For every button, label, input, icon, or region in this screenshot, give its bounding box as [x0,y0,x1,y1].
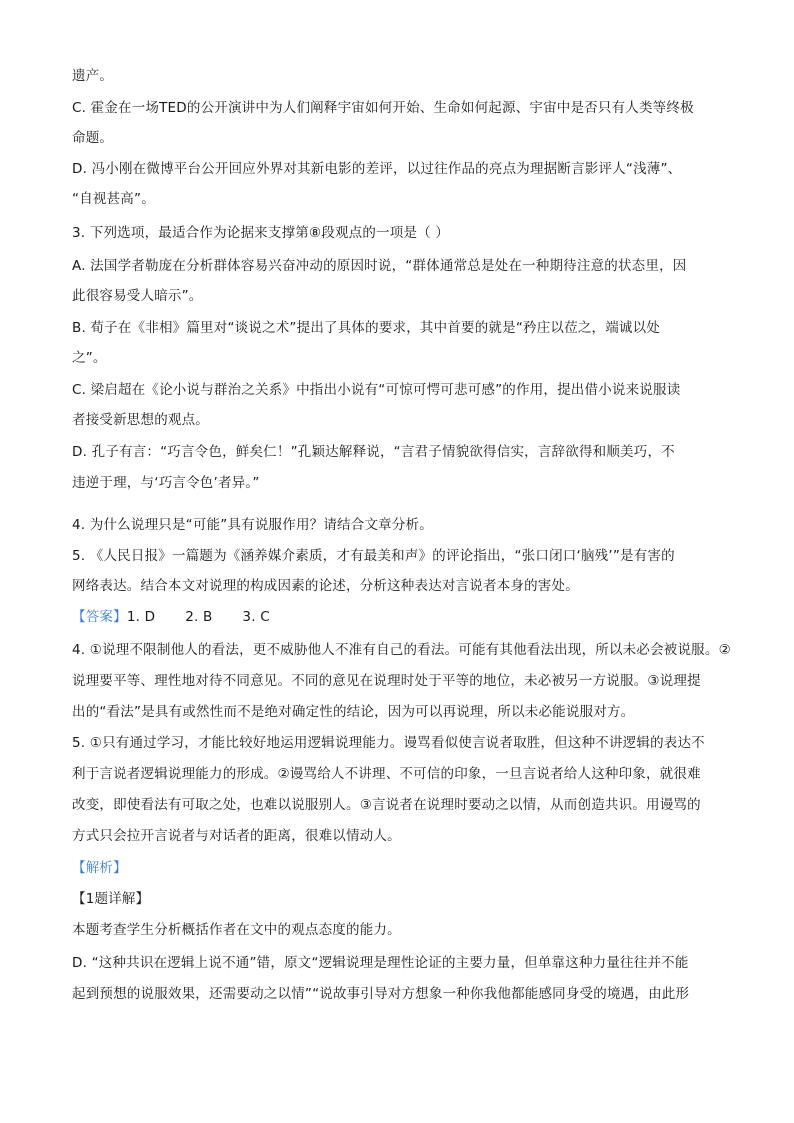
question-5: 5. 《人民日报》一篇题为《涵养媒介素质，才有最美和声》的评论指出，“张口闭口‘脑残’”是有害的 [72,548,675,564]
answer-line [72,607,270,627]
answer-text-line: 方式只会拉开言说者与对话者的距离，很难以情动人。 [72,828,401,844]
analysis-tag: 【解析】 [72,860,127,876]
answer-text-line: 利于言说者逻辑说理能力的形成。②谩骂给人不讲理、不可信的印象，一旦言说者给人这种印象，就很难 [72,766,701,782]
text-line: 之”。 [72,350,107,366]
answer-text-line: 4. ①说理不限制他人的看法，更不威胁他人不准有自己的看法。可能有其他看法出现，所以未必会被说服。② [72,642,731,658]
answer-text-line: 5. ①只有通过学习，才能比较好地运用逻辑说理能力。谩骂看似使言说者取胜，但这种不讲逻辑的表达不 [72,735,705,751]
detail-heading: 【1题详解】 [72,891,150,907]
option-a: A. 法国学者勒庞在分析群体容易兴奋冲动的原因时说，“群体通常总是处在一种期待注意的状态里，因 [72,258,687,274]
answer-2: 2. B [185,609,213,625]
text-line: C. 霍金在一场TED的公开演讲中为人们阐释宇宙如何开始、生命如何起源、宇宙中是否只有人类等终极 [72,100,694,116]
answer-3: 3. C [242,609,270,625]
answer-1: 1. D [126,609,156,625]
text-line: 违逆于理，与‘巧言令色’者异。” [72,475,260,491]
answer-text-line: 改变，即使看法有可取之处，也难以说服别人。③言说者在说理时要动之以情，从而创造共识。用谩骂的 [72,797,701,813]
question-3: 3. 下列选项，最适合作为论据来支撑第⑧段观点的一项是（ ） [72,225,450,241]
detail-text-line: 本题考查学生分析概括作者在文中的观点态度的能力。 [72,922,401,938]
text-line: 遗产。 [72,68,114,84]
answer-text-line: 出的“看法”是具有或然性而不是绝对确定性的结论，因为可以再说理，所以未必能说服对方。 [72,704,635,720]
detail-text-line: D. “这种共识在逻辑上说不通”错，原文“逻辑说理是理性论证的主要力量，但单靠这种力量往往并不能 [72,955,689,971]
text-line: 此很容易受人暗示”。 [72,288,203,304]
detail-text-line: 起到预想的说服效果，还需要动之以情”“说故事引导对方想象一种你我他都能感同身受的境遇，由此形 [72,986,690,1002]
text-line: 网络表达。结合本文对说理的构成因素的论述，分析这种表达对言说者本身的害处。 [72,578,579,594]
text-line: D. 冯小刚在微博平台公开回应外界对其新电影的差评，以过往作品的亮点为理据断言影评人“浅薄”、 [72,161,682,177]
option-d: D. 孔子有言：“巧言令色，鲜矣仁！”孔颖达解释说，“言君子情貌欲得信实，言辞欲得和顺美巧，不 [72,444,675,460]
answer-tag: 【答案】 [72,609,127,625]
question-4: 4. 为什么说理只是“可能”具有说服作用？请结合文章分析。 [72,517,433,533]
text-line: 命题。 [72,130,114,146]
text-line: “自视甚高”。 [72,191,155,207]
option-b: B. 荀子在《非相》篇里对“谈说之术”提出了具体的要求，其中首要的就是“矜庄以莅之，端诚以处 [72,320,661,336]
text-line: 者接受新思想的观点。 [72,412,209,428]
answer-text-line: 说理要平等、理性地对待不同意见。不同的意见在说理时处于平等的地位，未必被另一方说服。③说理提 [72,673,701,689]
option-c: C. 梁启超在《论小说与群治之关系》中指出小说有“可惊可愕可悲可感”的作用，提出借小说来说服读 [72,382,681,398]
